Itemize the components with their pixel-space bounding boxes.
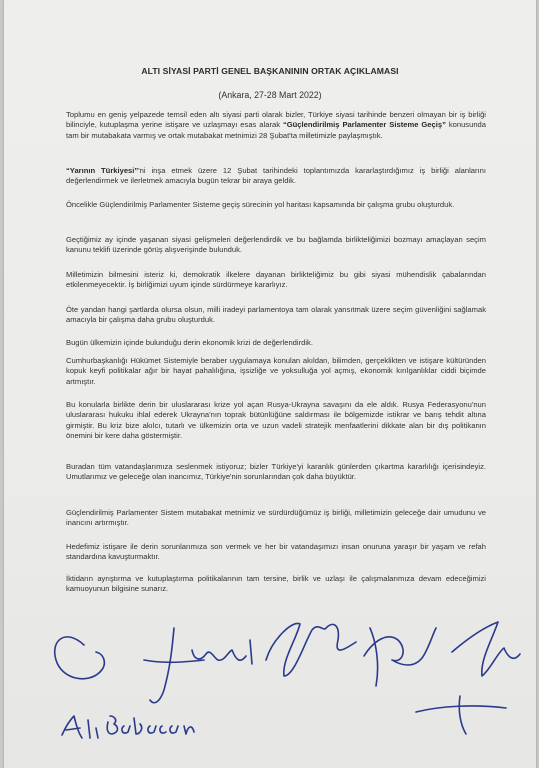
document-page <box>4 0 536 768</box>
paragraph-9: Bu konularla birlikte derin bir uluslararası krize yol açan Rusya-Ukrayna savaşını da ele aldık. Rusya Federasyonu'nun uluslararası hukuku ihlal ederek Ukrayna'nın toprak bütünlüğüne saldırması ile bölgemizde istikrar ve barış tehdit altına girmiştir. Bu kriz bize akılcı, tutarlı ve ülkemizin orta ve uzun vadeli stratejik menfaatlerini dikkate alan bir dış politikanın önemini bir kere daha göstermiştir. <box>66 400 486 441</box>
paragraph-13: İktidarın ayrıştırma ve kutuplaştırma politikalarının tam tersine, birlik ve uzlaşı ile çalışmalarımıza devam edeceğimizi kamuoyunun bilgisine sunarız. <box>66 574 486 594</box>
paragraph-1-text-a: Toplumu en geniş yelpazede temsil eden altı siyasi parti olarak bizler, Türkiye siyasi tarihinde benzeri olmayan bir iş birliği bilinciyle, kutuplaşma yerine istişare ve uzlaşmayı esas alarak <box>66 110 486 130</box>
signature-ali-babacan <box>62 716 194 738</box>
paragraph-6: Öte yandan hangi şartlarda olursa olsun, milli iradeyi parlamentoya tam olarak yansıtmak üzere seçim güvenliğini sağlamak amacıyla bir çalışma daha grubu oluşturduk. <box>66 305 486 325</box>
paragraph-2-emphasis: “Yarının Türkiyesi” <box>66 166 139 175</box>
paragraph-4: Geçtiğimiz ay içinde yaşanan siyasi gelişmeleri değerlendirdik ve bu bağlamda birlikteliğimizi bozmayı amaçlayan seçim kanunu teklifi üzerinde görüş alışverişinde bulunduk. <box>66 235 486 255</box>
paragraph-7: Bugün ülkemizin içinde bulunduğu derin ekonomik krizi de değerlendirdik. <box>66 338 313 347</box>
signature-4 <box>364 628 436 686</box>
paragraph-11: Güçlendirilmiş Parlamenter Sistem mutabakat metnimiz ve sürdürdüğümüz iş birliği, milletimizin geleceğe dair umudunu ve inancını artırmıştır. <box>66 508 486 528</box>
document-title: ALTI SİYASİ PARTİ GENEL BAŞKANININ ORTAK AÇIKLAMASI <box>141 66 399 76</box>
signatures-block <box>4 0 536 768</box>
paragraph-1-text-c: konusunda tam bir mutabakata varmış ve ortak mutabakat metnimizi 28 Şubat'ta milletimizle paylaşmıştık. <box>66 120 486 140</box>
signature-5 <box>452 622 520 676</box>
document-dateline: (Ankara, 27-28 Mart 2022) <box>218 90 322 100</box>
signature-2 <box>144 628 252 703</box>
paragraph-12: Hedefimiz istişare ile derin sorunlarımıza son vermek ve her bir vatandaşımızı insan onuruna yaraşır bir yaşam ve refah standardına kavuşturmaktır. <box>66 542 486 562</box>
signature-1 <box>55 637 105 679</box>
paragraph-10: Buradan tüm vatandaşlarımıza seslenmek istiyoruz; bizler Türkiye'yi karanlık günlerden çıkartma kararlılığı içerisindeyiz. Umutlarımız ve geleceğe olan inancımız, Türkiye'nin sorunlarından çok daha büyüktür. <box>66 462 486 482</box>
signature-3 <box>266 623 356 676</box>
paragraph-3: Öncelikle Güçlendirilmiş Parlamenter Sisteme geçiş sürecinin yol haritası kapsamında bir çalışma grubu oluşturduk. <box>66 200 455 209</box>
paragraph-5: Milletimizin bilmesini isteriz ki, demokratik ilkelere dayanan birlikteliğimiz bu gibi siyasi mühendislik çabalarından etkilenmeyecektir. İş birliğimizi uyum içinde sürdürmeye kararlıyız. <box>66 270 486 290</box>
paragraph-1-emphasis: “Güçlendirilmiş Parlamenter Sisteme Geçiş” <box>282 120 446 130</box>
paragraph-2-text: 'ni inşa etmek üzere 12 Şubat tarihindeki toplantımızda kararlaştırdığımız iş birliği alanlarını değerlendirmek ve ilerletmek amacıyla bugün tekrar bir araya geldik. <box>66 166 486 186</box>
paragraph-8: Cumhurbaşkanlığı Hükümet Sistemiyle beraber uygulamaya konulan akıldan, bilimden, gerçeklikten ve istişare kültüründen kopuk keyfi politikalar ağır bir hayat pahalılığına, işsizliğe ve yoksulluğa yol açmış, ekonomik kırılganlıklar ciddi biçimde artmıştır. <box>66 356 486 386</box>
signature-6 <box>416 696 506 734</box>
